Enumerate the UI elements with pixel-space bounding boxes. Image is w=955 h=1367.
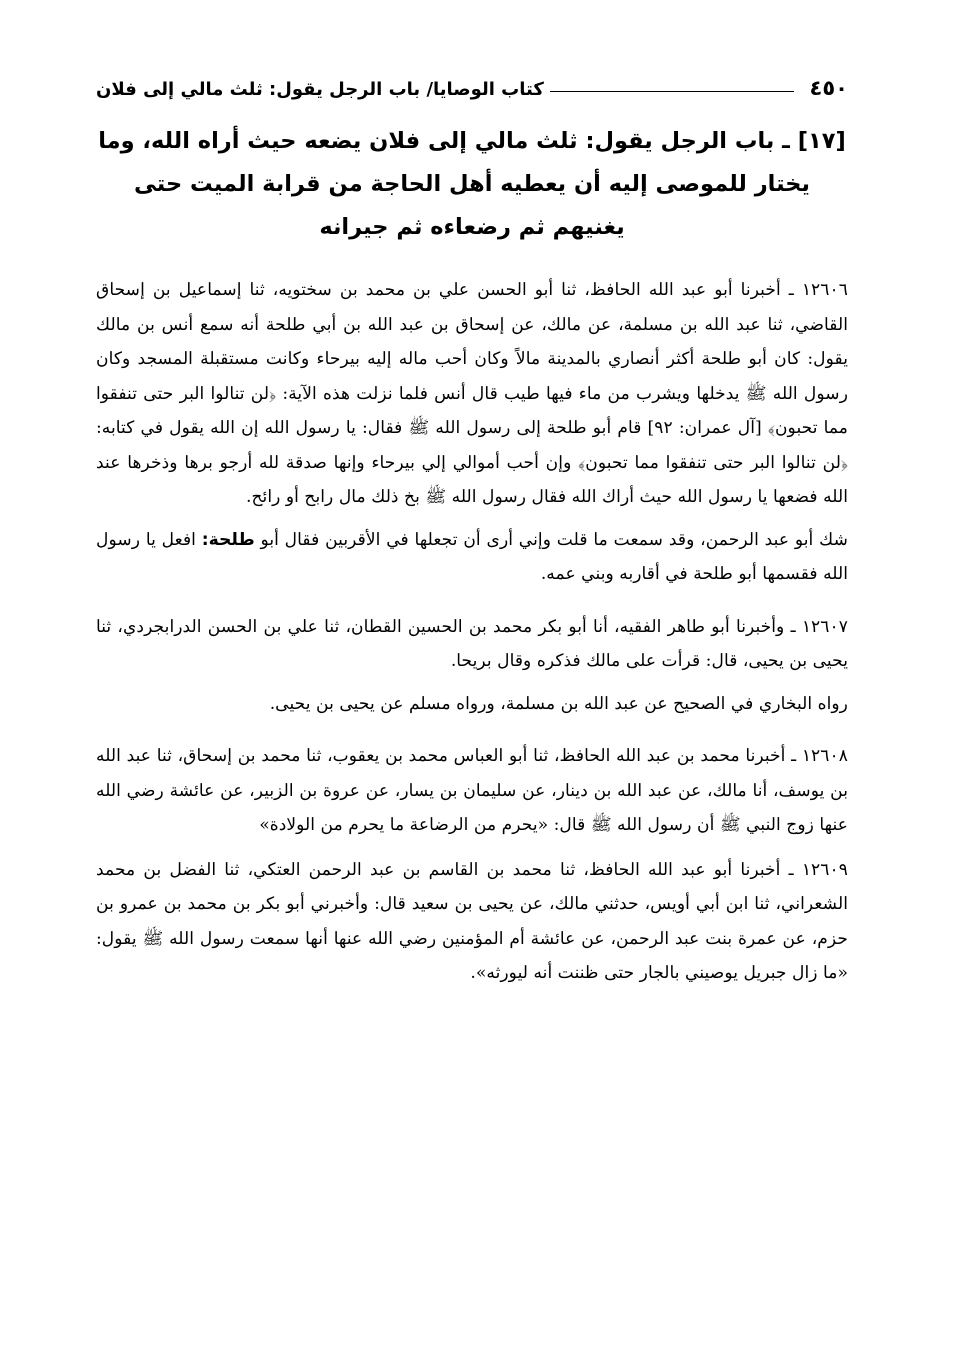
page-number: ٤٥٠ [809,76,848,100]
book-page [96,62,848,991]
comment-text-start: شك أبو عبد الرحمن، وقد سمعت ما قلت وإني أرى أن تجعلها في الأقربين فقال أبو [260,529,848,550]
comment-text-end: افعل يا رسول الله فقسمها أبو طلحة في أقاربه وبني عمه. [96,529,848,584]
running-title: كتاب الوصايا/ باب الرجل يقول: ثلث مالي إلى فلان [96,79,544,100]
chapter-heading: [١٧] ـ باب الرجل يقول: ثلث مالي إلى فلان يضعه حيث أراه الله، وما يختار للموصى إليه أن يعطيه أهل الحاجة من قرابة الميت حتى يغنيهم ثم رضعاءه ثم جيرانه [98,128,846,240]
hadith-12606: ١٢٦٠٦ ـ أخبرنا أبو عبد الله الحافظ، ثنا أبو الحسن علي بن محمد بن سختويه، ثنا إسماعيل بن إسحاق القاضي، ثنا عبد الله بن مسلمة، عن مالك، عن إسحاق بن عبد الله بن أبي طلحة أنه سمع أنس بن مالك يقول: كان أبو طلحة أكثر أنصاري بالمدينة مالاً وكان أحب ماله إليه بيرحاء وكانت مستقبلة المسجد وكان رسول الله ﷺ يدخلها ويشرب من ماء فيها طيب قال أنس فلما نزلت هذه الآية: ﴿لن تنالوا البر حتى تنفقوا مما تحبون﴾ [آل عمران: ٩٢] قام أبو طلحة إلى رسول الله ﷺ فقال: يا رسول الله إن الله يقول في كتابه: ﴿لن تنالوا البر حتى تنفقوا مما تحبون﴾ وإن أحب أموالي إلي بيرحاء وإنها صدقة لله أرجو برها وذخرها عند الله فضعها يا رسول الله حيث أراك الله فقال رسول الله ﷺ بخ ذلك مال رابح أو رائح. [96,280,848,507]
header-rule [550,91,794,92]
hadith-12607: ١٢٦٠٧ ـ وأخبرنا أبو طاهر الفقيه، أنا أبو بكر محمد بن الحسين القطان، ثنا علي بن الحسن الدرابجردي، ثنا يحيى بن يحيى، قال: قرأت على مالك فذكره وقال بريحا. [96,616,848,671]
page-header [96,62,848,100]
hadith-12607-comment: رواه البخاري في الصحيح عن عبد الله بن مسلمة، ورواه مسلم عن يحيى بن يحيى. [269,693,848,714]
hadith-12606-comment [96,523,848,592]
comment-bold-word: طلحة: [201,529,255,550]
hadith-12609: ١٢٦٠٩ ـ أخبرنا أبو عبد الله الحافظ، ثنا محمد بن القاسم بن عبد الرحمن العتكي، ثنا الفضل بن محمد الشعراني، ثنا ابن أبي أويس، حدثني مالك، عن يحيى بن سعيد قال: وأخبرني أبو بكر بن محمد بن عمرو بن حزم، عن عمرة بنت عبد الرحمن، عن عائشة أم المؤمنين رضي الله عنها أنها سمعت رسول الله ﷺ يقول: «ما زال جبريل يوصيني بالجار حتى ظننت أنه ليورثه». [96,859,848,983]
hadith-12608: ١٢٦٠٨ ـ أخبرنا محمد بن عبد الله الحافظ، ثنا أبو العباس محمد بن يعقوب، ثنا محمد بن إسحاق، ثنا عبد الله بن يوسف، أنا مالك، عن عبد الله بن دينار، عن سليمان بن يسار، عن عروة بن الزبير، عن عائشة رضي الله عنها زوج النبي ﷺ أن رسول الله ﷺ قال: «يحرم من الرضاعة ما يحرم من الولادة» [96,746,848,835]
